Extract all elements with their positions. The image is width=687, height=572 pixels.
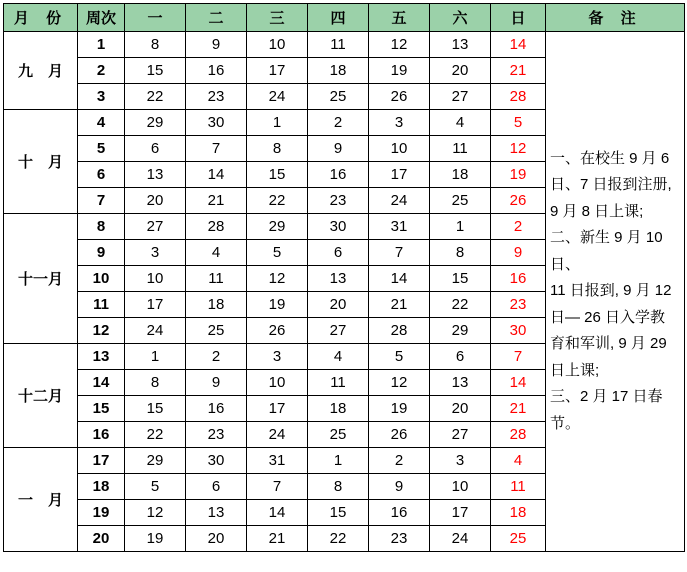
note-line: 一、在校生 9 月 6 [550,149,670,167]
date-cell: 21 [247,526,308,552]
date-cell: 23 [186,84,247,110]
date-cell: 24 [430,526,491,552]
month-label: 十一月 [4,214,78,344]
week-row [4,32,685,58]
date-cell: 29 [125,110,186,136]
week-number: 5 [78,136,125,162]
note-line: 三、2 月 17 日春节。 [550,388,663,432]
date-cell: 19 [125,526,186,552]
date-cell: 15 [125,396,186,422]
sunday-date-cell: 21 [491,58,546,84]
week-number: 3 [78,84,125,110]
sunday-date-cell: 11 [491,474,546,500]
date-cell: 17 [247,58,308,84]
sunday-date-cell: 7 [491,344,546,370]
date-cell: 16 [186,396,247,422]
date-cell: 6 [186,474,247,500]
date-cell: 10 [247,32,308,58]
sunday-date-cell: 28 [491,422,546,448]
date-cell: 31 [369,214,430,240]
week-number: 16 [78,422,125,448]
date-cell: 29 [430,318,491,344]
date-cell: 12 [125,500,186,526]
sunday-date-cell: 14 [491,370,546,396]
date-cell: 19 [369,58,430,84]
week-number: 14 [78,370,125,396]
date-cell: 25 [308,84,369,110]
note-line: 11 日报到, 9 月 12 [550,282,672,300]
date-cell: 24 [369,188,430,214]
date-cell: 28 [369,318,430,344]
sunday-date-cell: 5 [491,110,546,136]
month-label: 十 月 [4,110,78,214]
week-number: 19 [78,500,125,526]
date-cell: 9 [369,474,430,500]
date-cell: 14 [369,266,430,292]
sunday-date-cell: 26 [491,188,546,214]
sunday-date-cell: 21 [491,396,546,422]
date-cell: 2 [369,448,430,474]
date-cell: 13 [125,162,186,188]
date-cell: 15 [308,500,369,526]
date-cell: 24 [125,318,186,344]
week-number: 6 [78,162,125,188]
weekday-header-thu: 四 [308,4,369,32]
date-cell: 10 [247,370,308,396]
date-cell: 13 [430,370,491,396]
weekday-header-mon: 一 [125,4,186,32]
weekday-header-wed: 三 [247,4,308,32]
date-cell: 11 [430,136,491,162]
date-cell: 18 [308,58,369,84]
date-cell: 27 [430,422,491,448]
week-number: 10 [78,266,125,292]
date-cell: 1 [430,214,491,240]
date-cell: 13 [308,266,369,292]
date-cell: 8 [125,32,186,58]
date-cell: 11 [308,370,369,396]
date-cell: 8 [125,370,186,396]
date-cell: 3 [247,344,308,370]
weekday-header-fri: 五 [369,4,430,32]
date-cell: 4 [430,110,491,136]
sunday-date-cell: 9 [491,240,546,266]
date-cell: 27 [308,318,369,344]
header-row [4,4,685,32]
note-line: 9 月 8 日上课; [550,202,644,220]
date-cell: 6 [308,240,369,266]
date-cell: 17 [430,500,491,526]
date-cell: 30 [308,214,369,240]
date-cell: 7 [247,474,308,500]
sunday-date-cell: 2 [491,214,546,240]
notes-header: 备 注 [546,4,685,32]
date-cell: 21 [186,188,247,214]
week-number: 18 [78,474,125,500]
date-cell: 18 [186,292,247,318]
date-cell: 26 [369,422,430,448]
date-cell: 13 [430,32,491,58]
date-cell: 18 [430,162,491,188]
date-cell: 16 [308,162,369,188]
date-cell: 7 [369,240,430,266]
date-cell: 24 [247,422,308,448]
date-cell: 19 [247,292,308,318]
date-cell: 25 [308,422,369,448]
date-cell: 26 [247,318,308,344]
weekday-header-sun: 日 [491,4,546,32]
month-label: 十二月 [4,344,78,448]
sunday-date-cell: 25 [491,526,546,552]
week-number: 15 [78,396,125,422]
date-cell: 16 [369,500,430,526]
date-cell: 6 [430,344,491,370]
date-cell: 8 [247,136,308,162]
date-cell: 13 [186,500,247,526]
note-line: 育和军训, 9 月 29 [550,335,667,353]
date-cell: 12 [369,370,430,396]
date-cell: 30 [186,448,247,474]
date-cell: 3 [125,240,186,266]
week-number: 17 [78,448,125,474]
date-cell: 20 [430,396,491,422]
date-cell: 27 [430,84,491,110]
week-number: 4 [78,110,125,136]
date-cell: 22 [247,188,308,214]
date-cell: 4 [186,240,247,266]
date-cell: 17 [125,292,186,318]
week-number: 11 [78,292,125,318]
date-cell: 5 [247,240,308,266]
date-cell: 26 [369,84,430,110]
date-cell: 22 [430,292,491,318]
week-number: 2 [78,58,125,84]
date-cell: 20 [186,526,247,552]
month-label: 九 月 [4,32,78,110]
date-cell: 22 [125,422,186,448]
date-cell: 4 [308,344,369,370]
note-line: 日、7 日报到注册, [550,176,672,194]
week-number: 9 [78,240,125,266]
date-cell: 3 [430,448,491,474]
weekday-header-sat: 六 [430,4,491,32]
date-cell: 6 [125,136,186,162]
week-number: 8 [78,214,125,240]
week-number: 1 [78,32,125,58]
date-cell: 17 [369,162,430,188]
week-number: 12 [78,318,125,344]
note-line: 二、新生 9 月 10 日、 [550,229,663,273]
date-cell: 14 [186,162,247,188]
notes-cell [546,32,685,552]
date-cell: 18 [308,396,369,422]
date-cell: 24 [247,84,308,110]
sunday-date-cell: 23 [491,292,546,318]
date-cell: 19 [369,396,430,422]
date-cell: 16 [186,58,247,84]
date-cell: 23 [186,422,247,448]
date-cell: 29 [125,448,186,474]
date-cell: 15 [125,58,186,84]
sunday-date-cell: 19 [491,162,546,188]
sunday-date-cell: 14 [491,32,546,58]
date-cell: 23 [369,526,430,552]
date-cell: 3 [369,110,430,136]
date-cell: 20 [125,188,186,214]
month-label: 一 月 [4,448,78,552]
date-cell: 25 [430,188,491,214]
week-number: 13 [78,344,125,370]
date-cell: 22 [125,84,186,110]
week-number: 20 [78,526,125,552]
week-header: 周次 [78,4,125,32]
date-cell: 31 [247,448,308,474]
date-cell: 1 [308,448,369,474]
school-calendar-table [3,3,685,552]
date-cell: 1 [247,110,308,136]
sunday-date-cell: 12 [491,136,546,162]
date-cell: 10 [125,266,186,292]
date-cell: 28 [186,214,247,240]
date-cell: 27 [125,214,186,240]
date-cell: 8 [308,474,369,500]
date-cell: 10 [430,474,491,500]
date-cell: 30 [186,110,247,136]
date-cell: 7 [186,136,247,162]
note-line: 日— 26 日入学教 [550,308,666,326]
sunday-date-cell: 18 [491,500,546,526]
date-cell: 21 [369,292,430,318]
date-cell: 9 [308,136,369,162]
sunday-date-cell: 28 [491,84,546,110]
date-cell: 12 [247,266,308,292]
date-cell: 22 [308,526,369,552]
date-cell: 11 [308,32,369,58]
date-cell: 15 [430,266,491,292]
calendar-body [4,32,685,552]
date-cell: 20 [430,58,491,84]
weekday-header-tue: 二 [186,4,247,32]
note-line: 日上课; [550,361,600,379]
date-cell: 10 [369,136,430,162]
date-cell: 9 [186,32,247,58]
date-cell: 15 [247,162,308,188]
month-header: 月 份 [4,4,78,32]
week-number: 7 [78,188,125,214]
date-cell: 8 [430,240,491,266]
date-cell: 5 [369,344,430,370]
date-cell: 25 [186,318,247,344]
sunday-date-cell: 4 [491,448,546,474]
date-cell: 23 [308,188,369,214]
sunday-date-cell: 30 [491,318,546,344]
date-cell: 9 [186,370,247,396]
date-cell: 2 [308,110,369,136]
date-cell: 20 [308,292,369,318]
date-cell: 14 [247,500,308,526]
date-cell: 11 [186,266,247,292]
date-cell: 12 [369,32,430,58]
sunday-date-cell: 16 [491,266,546,292]
date-cell: 29 [247,214,308,240]
date-cell: 2 [186,344,247,370]
date-cell: 1 [125,344,186,370]
date-cell: 5 [125,474,186,500]
date-cell: 17 [247,396,308,422]
